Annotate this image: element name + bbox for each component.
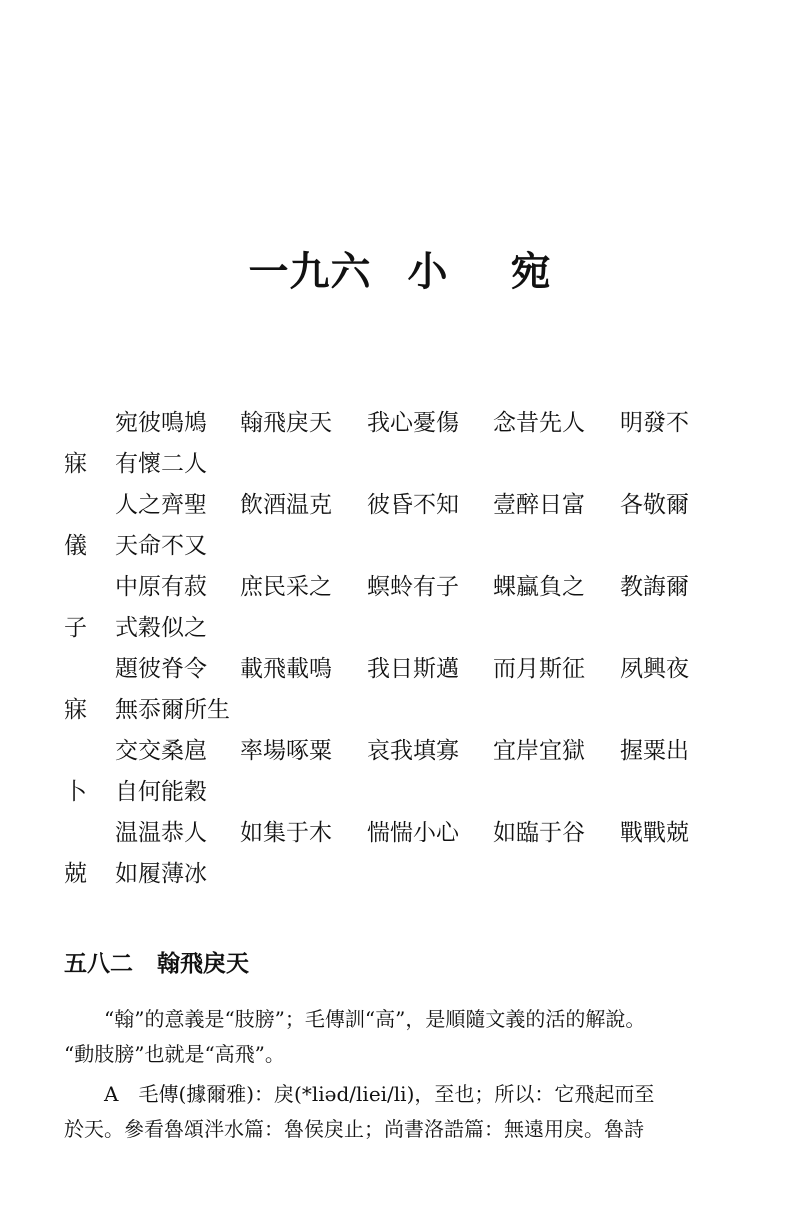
poem-phrase: 我日斯邁 [367, 656, 459, 682]
poem-phrase: 戰戰兢 [620, 820, 689, 846]
section-heading [64, 944, 249, 984]
poem-phrase: 我心憂傷 [367, 410, 459, 436]
page-title [0, 242, 800, 302]
poem-phrase: 交交桑扈 [115, 738, 207, 764]
poem-phrase: 中原有菽 [115, 574, 207, 600]
poem-phrase: 夙興夜 [620, 656, 689, 682]
poem-line-continuation [0, 772, 800, 813]
poem-phrase: 無忝爾所生 [115, 697, 230, 723]
poem-line-continuation [0, 444, 800, 485]
poem-phrase: 如履薄冰 [115, 861, 207, 887]
poem-line [0, 731, 800, 772]
poem-phrase: 天命不又 [115, 533, 207, 559]
poem-phrase: 人之齊聖 [115, 492, 207, 518]
poem-continuation-char: 寐 [64, 451, 87, 477]
commentary-paragraph [64, 1002, 704, 1072]
poem-phrase: 惴惴小心 [367, 820, 459, 846]
poem-continuation-char: 儀 [64, 533, 87, 559]
poem-phrase: 而月斯征 [493, 656, 585, 682]
poem-phrase: 明發不 [620, 410, 689, 436]
poem-phrase: 有懷二人 [115, 451, 207, 477]
poem-phrase: 哀我填寡 [367, 738, 459, 764]
poem-phrase: 飲酒温克 [240, 492, 332, 518]
poem-phrase: 題彼脊令 [115, 656, 207, 682]
poem-phrase: 如臨于谷 [493, 820, 585, 846]
section-title: 翰飛戾天 [157, 951, 249, 977]
poem-line [0, 403, 800, 444]
poem-continuation-char: 卜 [64, 779, 87, 805]
poem-phrase: 念昔先人 [493, 410, 585, 436]
poem-line-continuation [0, 854, 800, 895]
poem-line-continuation [0, 526, 800, 567]
poem-continuation-char: 子 [64, 615, 87, 641]
poem-phrase: 温温恭人 [115, 820, 207, 846]
poem-phrase: 宛彼鳴鳩 [115, 410, 207, 436]
poem-text [0, 403, 800, 895]
poem-line [0, 813, 800, 854]
poem-phrase: 壹醉日富 [493, 492, 585, 518]
poem-phrase: 握粟出 [620, 738, 689, 764]
paragraph-line [64, 1077, 704, 1112]
poem-phrase: 各敬爾 [620, 492, 689, 518]
paragraph-line: 於天。參看魯頌泮水篇：魯侯戾止；尚書洛誥篇：無遠用戾。魯詩 [64, 1117, 644, 1141]
poem-title-char-1: 小 [407, 248, 449, 295]
poem-phrase: 蜾蠃負之 [493, 574, 585, 600]
poem-phrase: 載飛載鳴 [240, 656, 332, 682]
poem-phrase: 彼昏不知 [367, 492, 459, 518]
poem-line-continuation [0, 608, 800, 649]
commentary-paragraph [64, 1077, 704, 1147]
paragraph-text: A 毛傳(據爾雅)：戾(*liəd/liei/li)，至也；所以：它飛起而至 [104, 1082, 655, 1106]
poem-phrase: 率場啄粟 [240, 738, 332, 764]
poem-number: 一九六 [248, 248, 372, 295]
paragraph-line [64, 1002, 704, 1037]
paragraph-text: “翰”的意義是“肢膀”；毛傳訓“高”，是順隨文義的活的解說。 [104, 1007, 646, 1031]
poem-phrase: 庶民采之 [240, 574, 332, 600]
poem-phrase: 自何能穀 [115, 779, 207, 805]
poem-phrase: 式穀似之 [115, 615, 207, 641]
poem-continuation-char: 寐 [64, 697, 87, 723]
poem-line [0, 485, 800, 526]
paragraph-line: “動肢膀”也就是“高飛”。 [64, 1042, 285, 1066]
poem-phrase: 教誨爾 [620, 574, 689, 600]
section-number: 五八二 [64, 951, 133, 977]
poem-line [0, 649, 800, 690]
poem-line [0, 567, 800, 608]
poem-continuation-char: 兢 [64, 861, 87, 887]
poem-phrase: 如集于木 [240, 820, 332, 846]
poem-phrase: 螟蛉有子 [367, 574, 459, 600]
poem-line-continuation [0, 690, 800, 731]
poem-title-char-2: 宛 [510, 248, 552, 295]
poem-phrase: 宜岸宜獄 [493, 738, 585, 764]
poem-phrase: 翰飛戾天 [240, 410, 332, 436]
